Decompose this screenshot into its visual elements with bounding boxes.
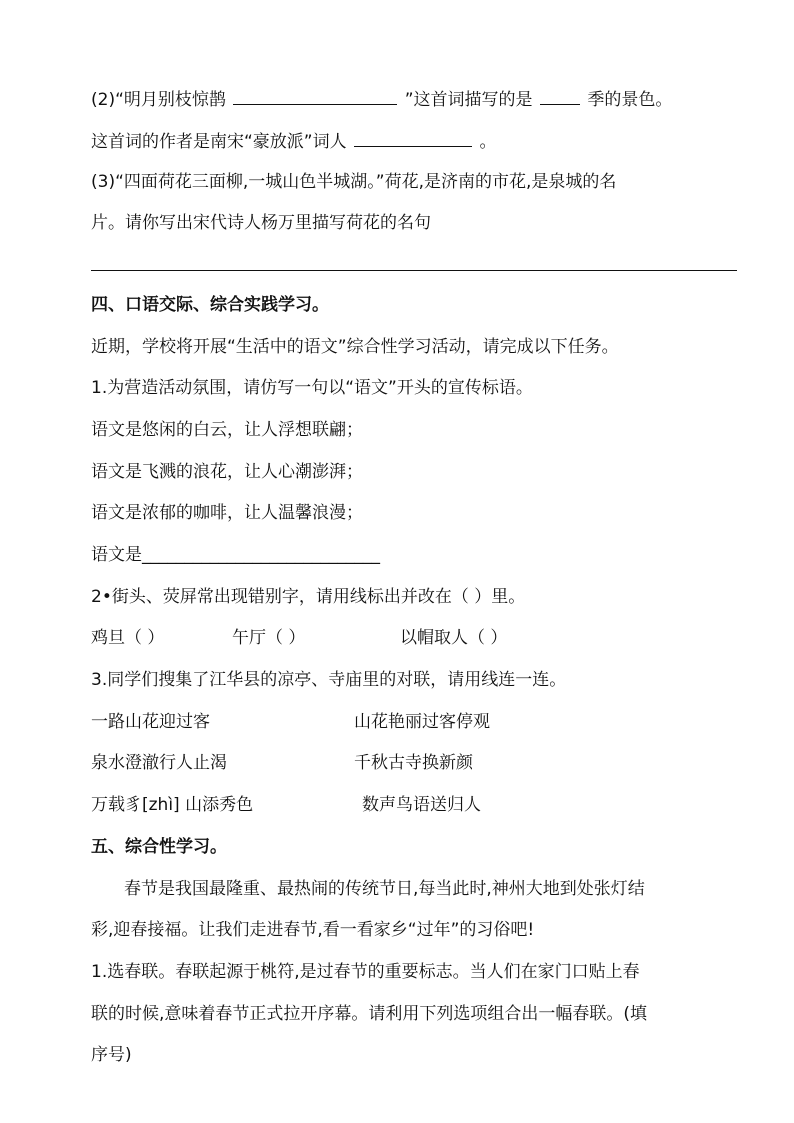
q3-part2-line2-text: 这首词的作者是南宋“豪放派”词人 [91, 132, 347, 152]
couplet-right-3[interactable]: 数声鸟语送归人 [362, 795, 481, 815]
q3-part3-line1: (3)“四面荷花三面柳,一城山色半城湖。”荷花,是济南的市花,是泉城的名 [91, 172, 617, 192]
section4-intro: 近期，学校将开展“生活中的语文”综合性学习活动，请完成以下任务。 [91, 337, 619, 357]
typo-item-1[interactable]: 鸡旦（ ） [91, 628, 165, 648]
section4-task2: 2•街头、荧屏常出现错别字，请用线标出并改在（ ）里。 [91, 587, 526, 607]
slogan-answer-blank[interactable]: ____________________________ [142, 545, 380, 565]
section4-heading: 四、口语交际、综合实践学习。 [91, 295, 329, 315]
typo-item-2[interactable]: 午厅（ ） [232, 628, 306, 648]
slogan-example-3: 语文是浓郁的咖啡，让人温馨浪漫； [91, 503, 363, 523]
q3-part3-line2: 片。请你写出宋代诗人杨万里描写荷花的名句 [91, 213, 431, 233]
section5-task1-line3: 序号) [91, 1045, 132, 1065]
couplet-right-1[interactable]: 山花艳丽过客停观 [354, 712, 490, 732]
section4-task3: 3.同学们搜集了江华县的凉亭、寺庙里的对联，请用线连一连。 [91, 670, 567, 690]
section5-para1-line2: 彩,迎春接福。让我们走进春节,看一看家乡“过年”的习俗吧! [91, 920, 535, 940]
couplet-left-2[interactable]: 泉水澄澈行人止渴 [91, 753, 227, 773]
slogan-example-2: 语文是飞溅的浪花，让人心潮澎湃； [91, 462, 363, 482]
answer-blank-poem-line[interactable] [233, 86, 397, 105]
q3-part2-line1 [91, 86, 672, 112]
q3-part2-line2 [91, 128, 496, 154]
section5-task1-line2: 联的时候,意味着春节正式拉开序幕。请利用下列选项组合出一幅春联。(填 [91, 1004, 648, 1024]
answer-line-lotus-poem[interactable] [91, 270, 737, 271]
slogan-fill-line [91, 543, 380, 567]
answer-blank-poet[interactable] [354, 128, 472, 147]
section5-task1-line1: 1.选春联。春联起源于桃符,是过春节的重要标志。当人们在家门口贴上春 [91, 962, 640, 982]
couplet-left-1[interactable]: 一路山花迎过客 [91, 712, 210, 732]
section5-heading: 五、综合性学习。 [91, 837, 227, 857]
q3-part2-line2-end: 。 [479, 132, 497, 152]
q3-part2-text-b: ”这首词描写的是 [404, 90, 533, 110]
section4-task1: 1.为营造活动氛围，请仿写一句以“语文”开头的宣传标语。 [91, 378, 533, 398]
couplet-left-3[interactable]: 万载豸[zhì] 山添秀色 [91, 795, 254, 815]
couplet-right-2[interactable]: 千秋古寺换新颜 [354, 753, 473, 773]
slogan-fill-prefix: 语文是 [91, 545, 142, 565]
answer-blank-season[interactable] [540, 86, 580, 105]
q3-part2-text-c: 季的景色。 [587, 90, 673, 110]
section5-para1-line1: 春节是我国最隆重、最热闹的传统节日,每当此时,神州大地到处张灯结 [124, 879, 645, 899]
q3-part2-text-a: (2)“明月别枝惊鹊 [91, 90, 226, 110]
typo-item-3[interactable]: 以帽取人（ ） [400, 628, 508, 648]
slogan-example-1: 语文是悠闲的白云，让人浮想联翩； [91, 420, 363, 440]
